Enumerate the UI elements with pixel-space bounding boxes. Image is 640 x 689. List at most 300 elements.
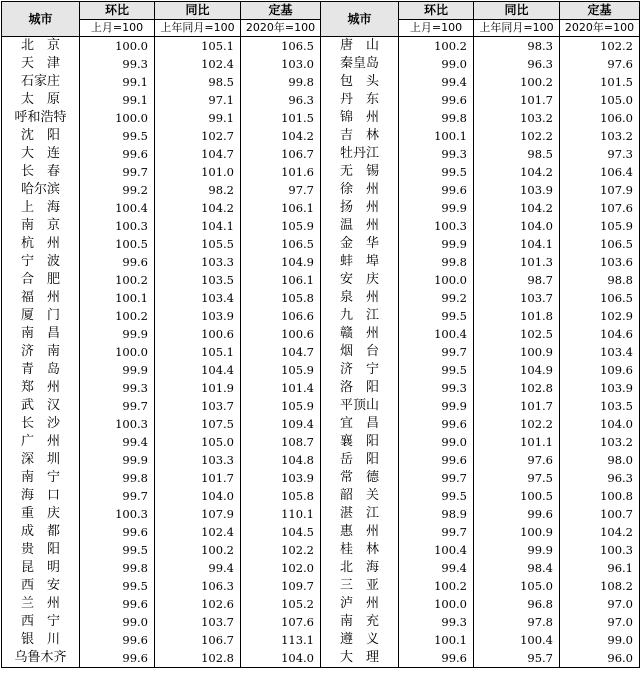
yoy-value-cell: 103.2 <box>474 109 560 127</box>
yoy-value-cell: 103.4 <box>155 289 241 307</box>
yoy-value-cell: 104.0 <box>474 217 560 235</box>
city-name-cell: 洛 阳 <box>321 379 399 397</box>
city-name-cell: 宜 昌 <box>321 415 399 433</box>
yoy-value-cell: 103.7 <box>155 397 241 415</box>
city-name-cell: 惠 州 <box>321 523 399 541</box>
yoy-value-cell: 97.8 <box>474 613 560 631</box>
yoy-value-cell: 101.0 <box>155 163 241 181</box>
table-row <box>2 307 640 325</box>
city-name-cell: 西 安 <box>2 577 80 595</box>
yoy-sub-header: 上年同月=100 <box>155 20 241 37</box>
mom-value-cell: 99.0 <box>399 433 474 451</box>
base-value-cell: 103.2 <box>560 127 640 145</box>
base-value-cell: 103.2 <box>560 433 640 451</box>
table-row <box>2 343 640 361</box>
mom-value-cell: 99.5 <box>80 577 155 595</box>
city-name-cell: 蚌 埠 <box>321 253 399 271</box>
base-value-cell: 107.6 <box>241 613 321 631</box>
yoy-value-cell: 105.5 <box>155 235 241 253</box>
city-name-cell: 沈 阳 <box>2 127 80 145</box>
mom-value-cell: 99.5 <box>399 487 474 505</box>
city-name-cell: 昆 明 <box>2 559 80 577</box>
yoy-value-cell: 105.0 <box>474 577 560 595</box>
mom-value-cell: 98.9 <box>399 505 474 523</box>
mom-value-cell: 99.6 <box>80 595 155 613</box>
mom-value-cell: 99.6 <box>399 649 474 668</box>
table-row <box>2 253 640 271</box>
base-value-cell: 100.6 <box>241 325 321 343</box>
city-name-cell: 秦皇岛 <box>321 55 399 73</box>
city-name-cell: 扬 州 <box>321 199 399 217</box>
base-value-cell: 97.7 <box>241 181 321 199</box>
yoy-value-cell: 101.1 <box>474 433 560 451</box>
base-value-cell: 105.9 <box>241 361 321 379</box>
yoy-value-cell: 101.8 <box>474 307 560 325</box>
mom-value-cell: 99.3 <box>399 145 474 163</box>
mom-value-cell: 99.5 <box>80 541 155 559</box>
city-name-cell: 赣 州 <box>321 325 399 343</box>
table-row <box>2 109 640 127</box>
mom-value-cell: 99.2 <box>399 289 474 307</box>
city-name-cell: 无 锡 <box>321 163 399 181</box>
yoy-value-cell: 105.1 <box>155 37 241 56</box>
city-name-cell: 包 头 <box>321 73 399 91</box>
city-name-cell: 石家庄 <box>2 73 80 91</box>
city-name-cell: 九 江 <box>321 307 399 325</box>
city-name-cell: 大 连 <box>2 145 80 163</box>
yoy-value-cell: 98.4 <box>474 559 560 577</box>
city-name-cell: 兰 州 <box>2 595 80 613</box>
city-name-cell: 南 充 <box>321 613 399 631</box>
base-value-cell: 106.5 <box>560 235 640 253</box>
yoy-value-cell: 101.7 <box>155 469 241 487</box>
mom-value-cell: 100.0 <box>80 109 155 127</box>
city-name-cell: 成 都 <box>2 523 80 541</box>
base-value-cell: 105.0 <box>560 91 640 109</box>
yoy-value-cell: 103.3 <box>155 253 241 271</box>
city-column-header: 城市 <box>321 2 399 37</box>
city-name-cell: 重 庆 <box>2 505 80 523</box>
yoy-value-cell: 103.7 <box>474 289 560 307</box>
base-value-cell: 106.6 <box>241 307 321 325</box>
yoy-value-cell: 104.1 <box>155 217 241 235</box>
mom-value-cell: 99.6 <box>80 253 155 271</box>
city-name-cell: 北 京 <box>2 37 80 56</box>
mom-value-cell: 99.0 <box>399 55 474 73</box>
base-value-cell: 103.6 <box>560 253 640 271</box>
mom-value-cell: 100.0 <box>399 271 474 289</box>
mom-value-cell: 99.8 <box>399 109 474 127</box>
mom-value-cell: 99.8 <box>399 253 474 271</box>
mom-value-cell: 99.9 <box>399 199 474 217</box>
yoy-value-cell: 107.5 <box>155 415 241 433</box>
yoy-value-cell: 106.7 <box>155 631 241 649</box>
yoy-value-cell: 100.9 <box>474 523 560 541</box>
mom-value-cell: 99.6 <box>80 145 155 163</box>
mom-value-cell: 99.5 <box>80 127 155 145</box>
mom-value-cell: 100.3 <box>80 217 155 235</box>
base-value-cell: 105.9 <box>241 397 321 415</box>
base-sub-header: 2020年=100 <box>241 20 321 37</box>
table-row <box>2 217 640 235</box>
base-value-cell: 107.6 <box>560 199 640 217</box>
table-row <box>2 181 640 199</box>
base-value-cell: 106.1 <box>241 271 321 289</box>
table-row <box>2 613 640 631</box>
table-row <box>2 145 640 163</box>
mom-value-cell: 99.7 <box>399 343 474 361</box>
city-name-cell: 西 宁 <box>2 613 80 631</box>
city-name-cell: 乌鲁木齐 <box>2 649 80 668</box>
city-name-cell: 呼和浩特 <box>2 109 80 127</box>
city-name-cell: 烟 台 <box>321 343 399 361</box>
mom-value-cell: 99.7 <box>80 397 155 415</box>
yoy-value-cell: 102.4 <box>155 55 241 73</box>
city-column-header: 城市 <box>2 2 80 37</box>
city-name-cell: 襄 阳 <box>321 433 399 451</box>
city-name-cell: 长 沙 <box>2 415 80 433</box>
mom-value-cell: 99.4 <box>399 73 474 91</box>
mom-value-cell: 99.2 <box>80 181 155 199</box>
table-row <box>2 595 640 613</box>
city-name-cell: 遵 义 <box>321 631 399 649</box>
mom-value-cell: 99.1 <box>80 73 155 91</box>
yoy-value-cell: 96.8 <box>474 595 560 613</box>
mom-value-cell: 99.7 <box>80 487 155 505</box>
yoy-value-cell: 104.2 <box>474 199 560 217</box>
mom-value-cell: 99.9 <box>80 361 155 379</box>
base-value-cell: 113.1 <box>241 631 321 649</box>
yoy-value-cell: 98.5 <box>474 145 560 163</box>
yoy-value-cell: 102.2 <box>474 127 560 145</box>
city-name-cell: 银 川 <box>2 631 80 649</box>
city-name-cell: 吉 林 <box>321 127 399 145</box>
table-row <box>2 91 640 109</box>
city-name-cell: 厦 门 <box>2 307 80 325</box>
mom-value-cell: 99.8 <box>80 469 155 487</box>
base-value-cell: 101.5 <box>560 73 640 91</box>
mom-value-cell: 100.1 <box>80 289 155 307</box>
base-value-cell: 96.1 <box>560 559 640 577</box>
base-value-cell: 105.8 <box>241 487 321 505</box>
city-name-cell: 武 汉 <box>2 397 80 415</box>
table-row <box>2 397 640 415</box>
yoy-column-header: 同比 <box>155 2 241 20</box>
city-name-cell: 三 亚 <box>321 577 399 595</box>
base-value-cell: 104.2 <box>560 523 640 541</box>
base-value-cell: 106.0 <box>560 109 640 127</box>
table-row <box>2 163 640 181</box>
base-value-cell: 97.0 <box>560 595 640 613</box>
base-value-cell: 105.2 <box>241 595 321 613</box>
base-value-cell: 99.0 <box>560 631 640 649</box>
city-name-cell: 太 原 <box>2 91 80 109</box>
base-value-cell: 108.2 <box>560 577 640 595</box>
city-name-cell: 上 海 <box>2 199 80 217</box>
mom-value-cell: 100.4 <box>80 199 155 217</box>
mom-value-cell: 100.3 <box>399 217 474 235</box>
table-row <box>2 649 640 668</box>
table-row <box>2 235 640 253</box>
yoy-value-cell: 97.1 <box>155 91 241 109</box>
base-value-cell: 105.8 <box>241 289 321 307</box>
city-name-cell: 湛 江 <box>321 505 399 523</box>
base-value-cell: 105.9 <box>560 217 640 235</box>
mom-value-cell: 99.3 <box>399 613 474 631</box>
yoy-value-cell: 105.1 <box>155 343 241 361</box>
base-value-cell: 102.2 <box>241 541 321 559</box>
base-value-cell: 101.6 <box>241 163 321 181</box>
mom-value-cell: 99.1 <box>80 91 155 109</box>
base-value-cell: 104.7 <box>241 343 321 361</box>
mom-value-cell: 100.0 <box>80 343 155 361</box>
mom-value-cell: 99.6 <box>399 181 474 199</box>
yoy-value-cell: 101.7 <box>474 91 560 109</box>
yoy-value-cell: 104.1 <box>474 235 560 253</box>
yoy-value-cell: 102.8 <box>155 649 241 668</box>
yoy-value-cell: 97.5 <box>474 469 560 487</box>
mom-value-cell: 99.4 <box>399 559 474 577</box>
city-name-cell: 南 宁 <box>2 469 80 487</box>
mom-value-cell: 99.6 <box>399 91 474 109</box>
base-value-cell: 100.7 <box>560 505 640 523</box>
base-value-cell: 106.5 <box>560 289 640 307</box>
base-value-cell: 102.9 <box>560 307 640 325</box>
base-value-cell: 100.3 <box>560 541 640 559</box>
yoy-value-cell: 103.3 <box>155 451 241 469</box>
city-name-cell: 常 德 <box>321 469 399 487</box>
yoy-value-cell: 99.1 <box>155 109 241 127</box>
base-value-cell: 104.8 <box>241 451 321 469</box>
city-name-cell: 海 口 <box>2 487 80 505</box>
city-name-cell: 济 南 <box>2 343 80 361</box>
base-value-cell: 101.4 <box>241 379 321 397</box>
mom-value-cell: 100.0 <box>399 595 474 613</box>
base-value-cell: 104.0 <box>560 415 640 433</box>
base-sub-header: 2020年=100 <box>560 20 640 37</box>
city-name-cell: 岳 阳 <box>321 451 399 469</box>
yoy-value-cell: 98.7 <box>474 271 560 289</box>
city-name-cell: 韶 关 <box>321 487 399 505</box>
mom-value-cell: 99.6 <box>80 631 155 649</box>
table-row <box>2 505 640 523</box>
mom-value-cell: 100.4 <box>399 325 474 343</box>
base-value-cell: 108.7 <box>241 433 321 451</box>
mom-value-cell: 100.1 <box>399 631 474 649</box>
mom-value-cell: 100.3 <box>80 505 155 523</box>
table-row <box>2 289 640 307</box>
city-name-cell: 唐 山 <box>321 37 399 56</box>
city-name-cell: 平顶山 <box>321 397 399 415</box>
city-name-cell: 深 圳 <box>2 451 80 469</box>
yoy-value-cell: 99.9 <box>474 541 560 559</box>
mom-value-cell: 99.9 <box>80 451 155 469</box>
yoy-value-cell: 103.7 <box>155 613 241 631</box>
city-name-cell: 贵 阳 <box>2 541 80 559</box>
yoy-value-cell: 96.3 <box>474 55 560 73</box>
yoy-value-cell: 102.7 <box>155 127 241 145</box>
yoy-value-cell: 103.9 <box>474 181 560 199</box>
table-row <box>2 37 640 56</box>
city-name-cell: 徐 州 <box>321 181 399 199</box>
yoy-value-cell: 99.4 <box>155 559 241 577</box>
mom-value-cell: 100.0 <box>80 37 155 56</box>
base-value-cell: 101.5 <box>241 109 321 127</box>
mom-value-cell: 99.3 <box>80 55 155 73</box>
city-name-cell: 泉 州 <box>321 289 399 307</box>
yoy-value-cell: 98.5 <box>155 73 241 91</box>
base-value-cell: 104.6 <box>560 325 640 343</box>
mom-column-header: 环比 <box>80 2 155 20</box>
city-name-cell: 郑 州 <box>2 379 80 397</box>
yoy-value-cell: 104.0 <box>155 487 241 505</box>
base-value-cell: 106.5 <box>241 235 321 253</box>
table-row <box>2 73 640 91</box>
table-row <box>2 325 640 343</box>
mom-value-cell: 99.7 <box>399 469 474 487</box>
base-value-cell: 107.9 <box>560 181 640 199</box>
city-name-cell: 大 理 <box>321 649 399 668</box>
yoy-value-cell: 99.6 <box>474 505 560 523</box>
mom-value-cell: 99.3 <box>399 379 474 397</box>
yoy-value-cell: 98.3 <box>474 37 560 56</box>
mom-value-cell: 100.2 <box>399 37 474 56</box>
city-name-cell: 桂 林 <box>321 541 399 559</box>
yoy-value-cell: 97.6 <box>474 451 560 469</box>
yoy-value-cell: 102.2 <box>474 415 560 433</box>
base-value-cell: 99.8 <box>241 73 321 91</box>
base-value-cell: 100.8 <box>560 487 640 505</box>
base-value-cell: 97.3 <box>560 145 640 163</box>
yoy-value-cell: 102.8 <box>474 379 560 397</box>
city-name-cell: 广 州 <box>2 433 80 451</box>
base-column-header: 定基 <box>560 2 640 20</box>
table-row <box>2 271 640 289</box>
base-value-cell: 97.0 <box>560 613 640 631</box>
yoy-value-cell: 103.5 <box>155 271 241 289</box>
yoy-value-cell: 100.5 <box>474 487 560 505</box>
mom-value-cell: 100.1 <box>399 127 474 145</box>
mom-value-cell: 99.5 <box>399 361 474 379</box>
base-value-cell: 105.9 <box>241 217 321 235</box>
mom-value-cell: 100.2 <box>80 271 155 289</box>
city-name-cell: 北 海 <box>321 559 399 577</box>
city-name-cell: 泸 州 <box>321 595 399 613</box>
yoy-value-cell: 100.6 <box>155 325 241 343</box>
yoy-sub-header: 上年同月=100 <box>474 20 560 37</box>
mom-value-cell: 100.2 <box>399 577 474 595</box>
city-name-cell: 南 昌 <box>2 325 80 343</box>
city-name-cell: 丹 东 <box>321 91 399 109</box>
table-row <box>2 415 640 433</box>
base-value-cell: 97.6 <box>560 55 640 73</box>
mom-value-cell: 99.9 <box>80 325 155 343</box>
base-value-cell: 106.5 <box>241 37 321 56</box>
table-row <box>2 55 640 73</box>
base-value-cell: 109.6 <box>560 361 640 379</box>
city-name-cell: 牡丹江 <box>321 145 399 163</box>
yoy-value-cell: 100.4 <box>474 631 560 649</box>
base-value-cell: 106.1 <box>241 199 321 217</box>
yoy-value-cell: 100.9 <box>474 343 560 361</box>
city-name-cell: 锦 州 <box>321 109 399 127</box>
table-row <box>2 361 640 379</box>
mom-value-cell: 99.9 <box>399 397 474 415</box>
yoy-value-cell: 101.3 <box>474 253 560 271</box>
table-row <box>2 523 640 541</box>
city-name-cell: 长 春 <box>2 163 80 181</box>
base-value-cell: 103.9 <box>560 379 640 397</box>
mom-value-cell: 99.0 <box>80 613 155 631</box>
mom-value-cell: 100.2 <box>80 307 155 325</box>
mom-column-header: 环比 <box>399 2 474 20</box>
table-row <box>2 541 640 559</box>
city-name-cell: 宁 波 <box>2 253 80 271</box>
base-value-cell: 98.8 <box>560 271 640 289</box>
yoy-value-cell: 100.2 <box>155 541 241 559</box>
table-row <box>2 559 640 577</box>
base-value-cell: 102.0 <box>241 559 321 577</box>
city-name-cell: 天 津 <box>2 55 80 73</box>
table-row <box>2 433 640 451</box>
base-value-cell: 96.3 <box>241 91 321 109</box>
yoy-value-cell: 106.3 <box>155 577 241 595</box>
mom-value-cell: 99.9 <box>399 235 474 253</box>
base-value-cell: 102.2 <box>560 37 640 56</box>
yoy-value-cell: 101.9 <box>155 379 241 397</box>
mom-value-cell: 99.3 <box>80 379 155 397</box>
city-name-cell: 杭 州 <box>2 235 80 253</box>
mom-value-cell: 99.6 <box>399 451 474 469</box>
base-value-cell: 103.5 <box>560 397 640 415</box>
city-name-cell: 济 宁 <box>321 361 399 379</box>
city-name-cell: 哈尔滨 <box>2 181 80 199</box>
yoy-value-cell: 104.2 <box>155 199 241 217</box>
yoy-value-cell: 104.9 <box>474 361 560 379</box>
yoy-value-cell: 100.2 <box>474 73 560 91</box>
city-name-cell: 福 州 <box>2 289 80 307</box>
base-value-cell: 104.5 <box>241 523 321 541</box>
table-row <box>2 577 640 595</box>
base-value-cell: 106.4 <box>560 163 640 181</box>
mom-sub-header: 上月=100 <box>80 20 155 37</box>
mom-value-cell: 99.6 <box>399 415 474 433</box>
base-value-cell: 98.0 <box>560 451 640 469</box>
city-name-cell: 合 肥 <box>2 271 80 289</box>
city-name-cell: 青 岛 <box>2 361 80 379</box>
mom-value-cell: 100.4 <box>399 541 474 559</box>
price-index-table <box>1 1 640 668</box>
base-value-cell: 104.9 <box>241 253 321 271</box>
yoy-value-cell: 102.6 <box>155 595 241 613</box>
mom-value-cell: 100.3 <box>80 415 155 433</box>
table-row <box>2 487 640 505</box>
yoy-value-cell: 102.4 <box>155 523 241 541</box>
yoy-value-cell: 104.2 <box>474 163 560 181</box>
table-row <box>2 631 640 649</box>
base-value-cell: 109.7 <box>241 577 321 595</box>
city-name-cell: 安 庆 <box>321 271 399 289</box>
mom-value-cell: 100.5 <box>80 235 155 253</box>
mom-value-cell: 99.8 <box>80 559 155 577</box>
base-value-cell: 104.0 <box>241 649 321 668</box>
table-row <box>2 451 640 469</box>
yoy-value-cell: 98.2 <box>155 181 241 199</box>
yoy-value-cell: 104.7 <box>155 145 241 163</box>
mom-value-cell: 99.4 <box>80 433 155 451</box>
table-body <box>2 37 640 668</box>
mom-value-cell: 99.6 <box>80 523 155 541</box>
